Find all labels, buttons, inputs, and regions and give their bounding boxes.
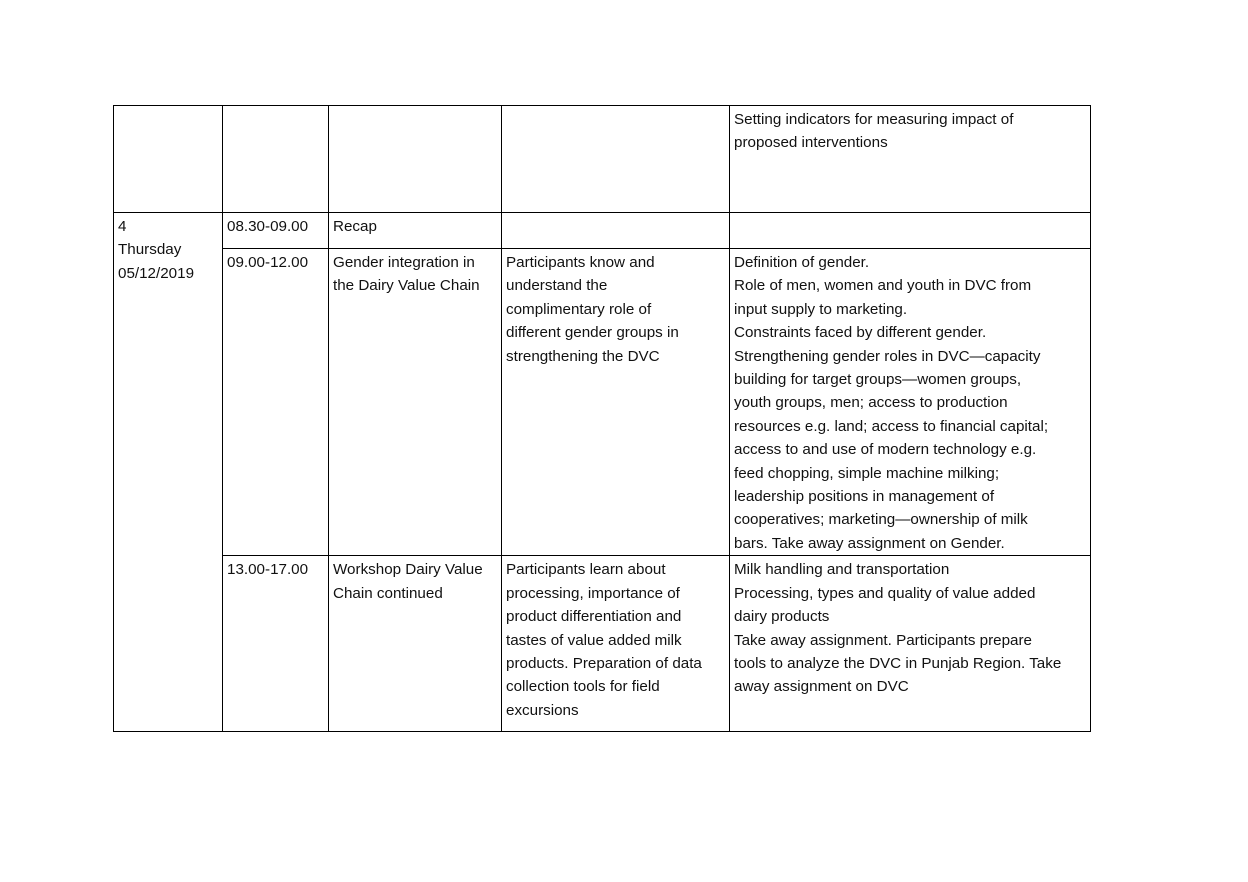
workshop-schedule-table bbox=[113, 105, 1091, 732]
topic-cell-empty bbox=[329, 106, 502, 213]
table-row bbox=[114, 556, 1091, 732]
activities-cell bbox=[730, 106, 1091, 213]
day-date: 05/12/2019 bbox=[118, 264, 195, 282]
objective-cell-empty bbox=[502, 213, 730, 249]
cell-line: access to and use of modern technology e.g. bbox=[734, 441, 1037, 459]
time-cell bbox=[223, 213, 329, 249]
cell-line: resources e.g. land; access to financial capital; bbox=[734, 417, 1049, 435]
cell-line: tastes of value added milk bbox=[506, 631, 682, 649]
session-time: 08.30-09.00 bbox=[227, 218, 309, 235]
cell-line: proposed interventions bbox=[734, 134, 888, 152]
cell-line: Role of men, women and youth in DVC from bbox=[734, 277, 1032, 295]
cell-line: Setting indicators for measuring impact of bbox=[734, 111, 1014, 128]
activities-cell-empty bbox=[730, 213, 1091, 249]
topic-cell bbox=[329, 556, 502, 732]
topic-cell bbox=[329, 249, 502, 556]
cell-line: Strengthening gender roles in DVC—capacity bbox=[734, 347, 1041, 365]
day-number: 4 bbox=[118, 218, 127, 235]
cell-line: excursions bbox=[506, 701, 579, 719]
objective-cell bbox=[502, 249, 730, 556]
activities-cell bbox=[730, 556, 1091, 732]
cell-line: away assignment on DVC bbox=[734, 678, 909, 696]
cell-line: Constraints faced by different gender. bbox=[734, 324, 987, 342]
cell-line: Definition of gender. bbox=[734, 254, 870, 271]
cell-line: different gender groups in bbox=[506, 324, 679, 342]
cell-line: products. Preparation of data bbox=[506, 654, 702, 672]
time-cell-empty bbox=[223, 106, 329, 213]
cell-line: the Dairy Value Chain bbox=[333, 277, 480, 295]
objective-cell bbox=[502, 556, 730, 732]
session-time: 09.00-12.00 bbox=[227, 254, 309, 271]
cell-line: Gender integration in bbox=[333, 254, 475, 271]
cell-line: Milk handling and transportation bbox=[734, 561, 950, 579]
time-cell bbox=[223, 249, 329, 556]
day-cell bbox=[114, 213, 223, 732]
table-row bbox=[114, 249, 1091, 556]
cell-line: collection tools for field bbox=[506, 678, 660, 696]
topic-cell bbox=[329, 213, 502, 249]
time-cell bbox=[223, 556, 329, 732]
cell-line: building for target groups—women groups, bbox=[734, 371, 1022, 389]
cell-line: leadership positions in management of bbox=[734, 488, 995, 506]
activities-cell bbox=[730, 249, 1091, 556]
cell-line: Participants learn about bbox=[506, 561, 666, 579]
cell-line: Take away assignment. Participants prepare bbox=[734, 631, 1032, 649]
cell-line: Recap bbox=[333, 218, 377, 235]
cell-line: Participants know and bbox=[506, 254, 655, 271]
cell-line: cooperatives; marketing—ownership of milk bbox=[734, 511, 1028, 529]
cell-line: Processing, types and quality of value added bbox=[734, 584, 1036, 602]
day-weekday: Thursday bbox=[118, 241, 182, 259]
cell-line: product differentiation and bbox=[506, 608, 682, 626]
cell-line: dairy products bbox=[734, 608, 830, 626]
cell-line: Workshop Dairy Value bbox=[333, 561, 483, 579]
cell-line: input supply to marketing. bbox=[734, 300, 908, 318]
objective-cell-empty bbox=[502, 106, 730, 213]
session-time: 13.00-17.00 bbox=[227, 561, 309, 579]
cell-line: tools to analyze the DVC in Punjab Region. Take bbox=[734, 654, 1062, 672]
cell-line: complimentary role of bbox=[506, 300, 652, 318]
table-row bbox=[114, 106, 1091, 213]
day-cell-empty bbox=[114, 106, 223, 213]
cell-line: understand the bbox=[506, 277, 608, 295]
cell-line: Chain continued bbox=[333, 584, 443, 602]
cell-line: strengthening the DVC bbox=[506, 347, 660, 365]
cell-line: youth groups, men; access to production bbox=[734, 394, 1008, 412]
cell-line: processing, importance of bbox=[506, 584, 680, 602]
cell-line: feed chopping, simple machine milking; bbox=[734, 464, 1000, 482]
table-row bbox=[114, 213, 1091, 249]
cell-line: bars. Take away assignment on Gender. bbox=[734, 534, 1005, 552]
